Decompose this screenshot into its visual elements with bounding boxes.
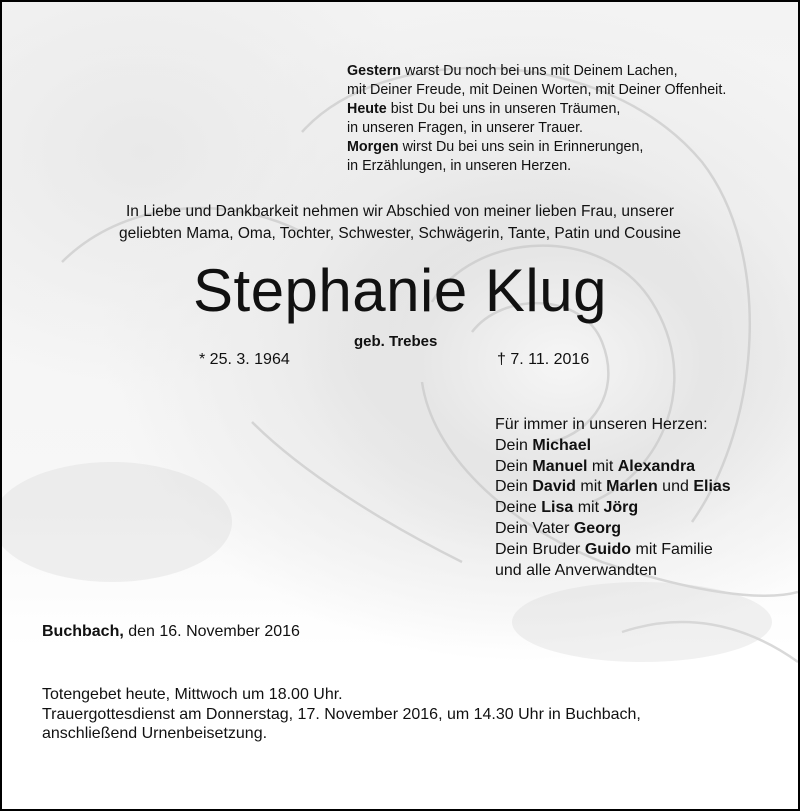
notice-date: den 16. November 2016 bbox=[123, 623, 300, 640]
mourner-name: Marlen bbox=[606, 478, 658, 496]
poem-line bbox=[347, 81, 726, 100]
poem-line bbox=[347, 62, 726, 81]
maiden-name: geb. Trebes bbox=[354, 333, 438, 350]
mourner-name: Guido bbox=[584, 540, 632, 558]
mourner-name: Alexandra bbox=[617, 457, 696, 475]
mourners-list bbox=[495, 415, 731, 581]
mourner-name: Manuel bbox=[532, 457, 588, 475]
poem bbox=[347, 62, 726, 176]
mourner-name: Jörg bbox=[603, 499, 639, 517]
mourner-line bbox=[495, 540, 731, 561]
mourner-line bbox=[495, 519, 731, 540]
mourner-relation: Dein Vater bbox=[495, 519, 574, 537]
poem-text: mit Deiner Freude, mit Deinen Worten, mit Deiner Offenheit. bbox=[347, 82, 727, 98]
service-details bbox=[42, 685, 641, 744]
poem-line bbox=[347, 157, 726, 176]
death-date: † 7. 11. 2016 bbox=[497, 351, 590, 368]
mourners-heading: Für immer in unseren Herzen: bbox=[495, 416, 708, 433]
mourner-name: Michael bbox=[532, 436, 592, 454]
farewell-intro-line: geliebten Mama, Oma, Tochter, Schwester, Schwägerin, Tante, Patin und Cousine bbox=[118, 225, 682, 242]
poem-keyword: Morgen bbox=[347, 139, 399, 155]
mourner-line bbox=[495, 561, 731, 582]
mourner-relation: mit bbox=[573, 499, 604, 517]
mourner-relation: Dein bbox=[495, 436, 533, 454]
farewell-intro-line: In Liebe und Dankbarkeit nehmen wir Abschied von meiner lieben Frau, unserer bbox=[126, 203, 674, 220]
deceased-name: Stephanie Klug bbox=[193, 257, 607, 324]
birth-date: * 25. 3. 1964 bbox=[199, 351, 290, 368]
service-line: Totengebet heute, Mittwoch um 18.00 Uhr. bbox=[42, 686, 343, 703]
mourner-relation: Dein bbox=[495, 478, 533, 496]
poem-keyword: Heute bbox=[347, 101, 387, 117]
mourner-relation: mit bbox=[587, 457, 618, 475]
mourner-line bbox=[495, 477, 731, 498]
mourner-line bbox=[495, 457, 731, 478]
poem-keyword: Gestern bbox=[347, 63, 402, 79]
mourner-line bbox=[495, 436, 731, 457]
poem-text: in unseren Fragen, in unserer Trauer. bbox=[347, 120, 584, 136]
poem-text: wirst Du bei uns sein in Erinnerungen, bbox=[398, 139, 644, 155]
mourner-name: Elias bbox=[693, 478, 731, 496]
place-date bbox=[42, 623, 300, 641]
poem-line bbox=[347, 100, 726, 119]
mourner-relation: Dein Bruder bbox=[495, 540, 585, 558]
mourner-relation: und bbox=[657, 478, 694, 496]
poem-line bbox=[347, 119, 726, 138]
place-name: Buchbach, bbox=[42, 623, 124, 640]
mourner-relation: und alle Anverwandten bbox=[495, 561, 657, 579]
mourner-name: Georg bbox=[573, 519, 621, 537]
poem-line bbox=[347, 138, 726, 157]
mourners-lines bbox=[495, 436, 731, 582]
mourner-line bbox=[495, 498, 731, 519]
mourner-relation: Dein bbox=[495, 457, 533, 475]
farewell-intro bbox=[2, 201, 798, 245]
mourner-relation: mit bbox=[575, 478, 607, 496]
mourner-relation: mit Familie bbox=[631, 540, 713, 558]
poem-text: warst Du noch bei uns mit Deinem Lachen, bbox=[401, 63, 678, 79]
service-line: Trauergottesdienst am Donnerstag, 17. November 2016, um 14.30 Uhr in Buchbach, bbox=[42, 705, 641, 723]
mourner-relation: Deine bbox=[495, 499, 542, 517]
mourner-name: David bbox=[532, 478, 576, 496]
poem-text: in Erzählungen, in unseren Herzen. bbox=[347, 158, 572, 174]
service-line: anschließend Urnenbeisetzung. bbox=[42, 725, 268, 742]
mourner-name: Lisa bbox=[541, 499, 574, 517]
poem-text: bist Du bei uns in unseren Träumen, bbox=[386, 101, 621, 117]
